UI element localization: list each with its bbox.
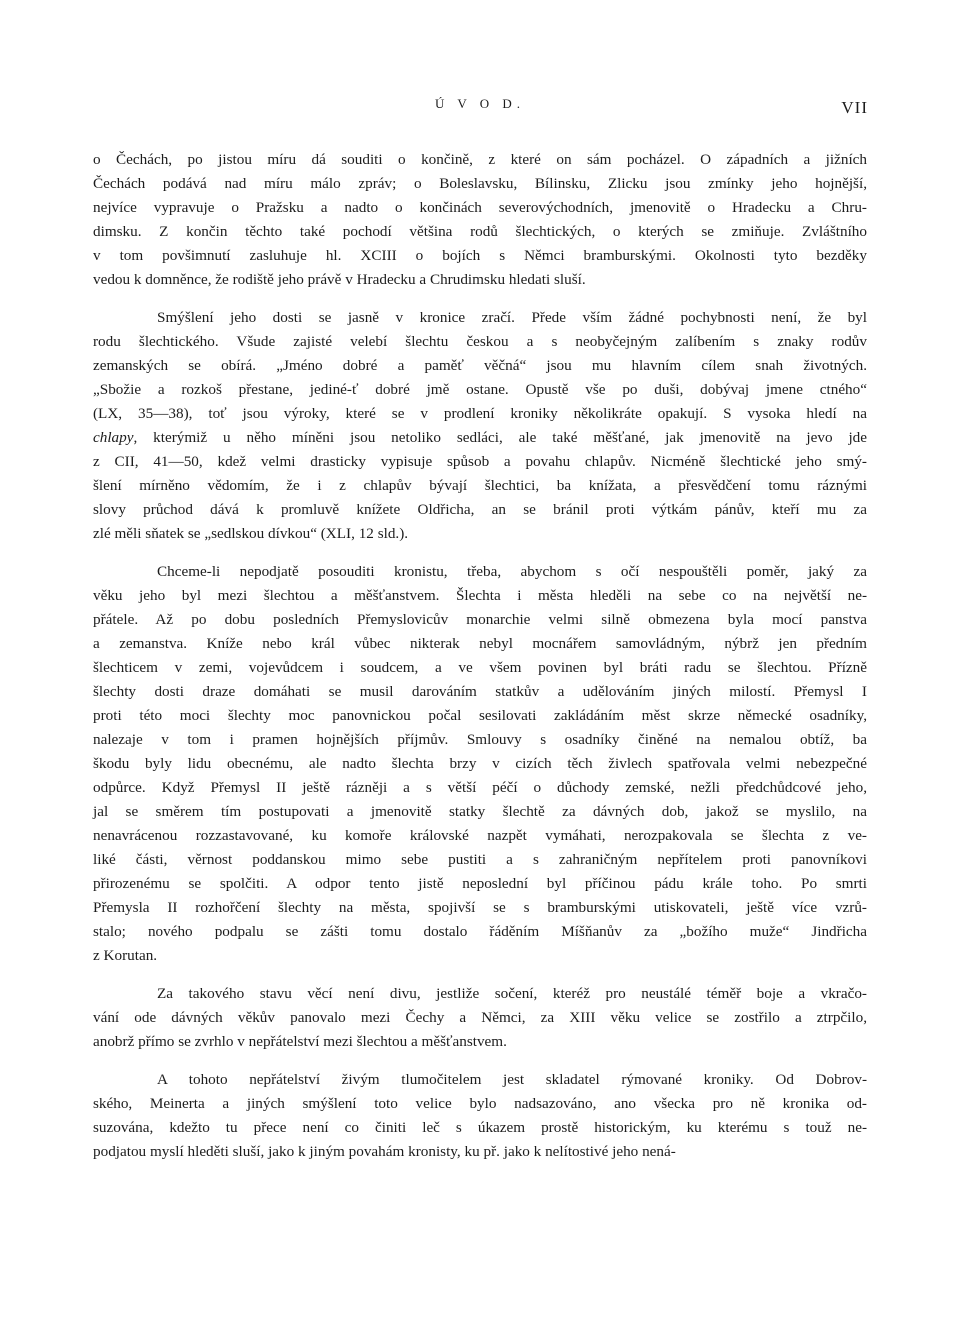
text-line: anobrž přímo se zvrhlo v nepřátelství mezi šlechtou a měšťanstvem. (93, 1033, 507, 1050)
paragraph-gap (93, 1054, 867, 1068)
paragraph (93, 148, 867, 292)
text-line: Chceme-li nepodjatě posouditi kronistu, třeba, abychom s očí nespouštěli poměr, jaký za (157, 563, 867, 580)
text-line: Čechách podává nad míru málo zpráv; o Boleslavsku, Bílinsku, Zlicku jsou zmínky jeho hojnější, (93, 175, 867, 192)
text-line: věku jeho byl mezi šlechtou a měšťanstvem. Šlechta i města hleděli na sebe co na největší ne- (93, 587, 867, 604)
text-line: (LX, 35—38), toť jsou výroky, které se v prodlení kroniky několikráte opakují. S vysoka hledí na (93, 405, 867, 422)
text-line: ského, Meinerta a jiných smýšlení toto velice bylo nadsazováno, ano všecka pro ně kronika od- (93, 1095, 867, 1112)
text-line: a zemanstva. Kníže nebo král vůbec nikterak nebyl mocnářem samovládným, nýbrž jen předním (93, 635, 867, 652)
text-line: zemanských se obírá. „Jméno dobré a paměť věčná“ jsou mu hlavním cílem snah životných. (93, 357, 867, 374)
text-line: rodu šlechtického. Všude zajisté velebí šlechtu českou a s neobyčejným zalíbením s znaky rodův (93, 333, 867, 350)
paragraph (93, 1068, 867, 1164)
paragraph (93, 306, 867, 546)
paragraph-gap (93, 546, 867, 560)
text-line: vedou k domněnce, že rodiště jeho právě v Hradecku a Chrudimsku hledati sluší. (93, 271, 586, 288)
text-line: dimsku. Z končin těchto také pochodí většina rodů šlechtických, o kterých se zmiňuje. Zvláštního (93, 223, 867, 240)
text-line: stalo; nového podpalu se zášti tomu dostalo řáděním Míšňanův za „božího muže“ Jindřicha (93, 923, 867, 940)
text-line: „Sbožie a rozkoš přestane, jediné-ť dobré jmě ostane. Opustě vše po duši, dobývaj jmene ctného“ (93, 381, 867, 398)
text-line: proti této moci šlechty moc panovnickou počal sesilovati zakládáním měst skrze německé osadníky, (93, 707, 867, 724)
text-line: o Čechách, po jistou míru dá souditi o končině, z které on sám pocházel. O západních a jižních (93, 151, 867, 168)
text-line: vání ode dávných věkův panovalo mezi Čechy a Němci, za XIII věku velice se zostřilo a ztrpčilo, (93, 1009, 867, 1026)
paragraph-gap (93, 968, 867, 982)
running-title: Ú V O D. (434, 96, 526, 111)
text-line: zlé měli sňatek se „sedlskou dívkou“ (XLI, 12 sld.). (93, 525, 409, 542)
text-line: nenavrácenou rozzastavované, ku komoře královské nazpět vymáhati, nerozpakovala se šlechta z ve- (93, 827, 867, 844)
text-line: jal se směrem tím postupovati a jmenovitě statky šlechtě za dávných dob, jakož se myslilo, na (93, 803, 867, 820)
paragraph (93, 560, 867, 968)
text-line: liké části, věrnost poddanskou mimo sebe pustiti a s zahraničným nepřítelem proti panovníkovi (93, 851, 867, 868)
text-line: suzována, kdežto tu přece není co činiti leč s úkazem prostě historickým, ku kterému s touž ne- (93, 1119, 867, 1136)
text-line: A tohoto nepřátelství živým tlumočitelem jest skladatel rýmované kroniky. Od Dobrov- (157, 1071, 867, 1088)
text-line: odpůrce. Když Přemysl II ještě rázněji a s větší péčí o důchody zemské, nežli předchůdcové jeho, (93, 779, 867, 796)
text-line: šlechty dosti draze domáhati se musil darováním statkův a udělováním jiných milostí. Přemysl I (93, 683, 867, 700)
page-number: VII (841, 98, 868, 117)
text-line: Přemysla II rozhořčení šlechty na města, spojivší se s bramburskými utiskovateli, ještě více vzrů- (93, 899, 867, 916)
paragraph (93, 982, 867, 1054)
text-line: podjatou myslí hleděti sluší, jako k jiným povahám kronisty, ku př. jako k nelítostivé jeho nená- (93, 1143, 676, 1160)
text-line: šlení mírněno vědomím, že i z chlapův bývají šlechtici, ba knížata, a přesvědčení tomu ráznými (93, 477, 867, 494)
paragraph-gap (93, 292, 867, 306)
text-line: z CII, 41—50, kdež velmi drasticky vypisuje spůsob a povahu chlapův. Nicméně šlechtické jeho smý- (93, 453, 867, 470)
text-line: slovy průchod dává k promluvě knížete Oldřicha, an se bránil proti výtkám pánův, kteří mu za (93, 501, 867, 518)
text-line: chlapy, kterýmiž u něho míněni jsou netoliko sedláci, ale také měšťané, jak jmenovitě na jevo jde (93, 429, 867, 446)
text-line: Za takového stavu věcí není divu, jestliže sočení, kteréž pro neustálé téměř boje a vkračo- (157, 985, 867, 1002)
text-line: nejvíce vypravuje o Pražsku a nadto o končinách severovýchodních, jmenovitě o Hradecku a Chru- (93, 199, 867, 216)
text-line: Smýšlení jeho dosti se jasně v kronice zračí. Přede vším žádné pochybnosti není, že byl (157, 309, 867, 326)
text-line: škodu byly lidu obecnému, ale nadto šlechta brzy v cizích těch živlech spatřovala velmi nebezpečné (93, 755, 867, 772)
emphasized-word: chlapy (93, 429, 134, 446)
text-line: z Korutan. (93, 947, 158, 964)
text-line: přirozenému se spolčiti. A odpor tento jistě neposlední byl příčinou pádu krále toho. Po smrti (93, 875, 867, 892)
text-line: přátele. Až po dobu posledních Přemyslovicův monarchie velmi silně obmezena byla mocí panstva (93, 611, 867, 628)
text-line: nalezaje v tom i pramen hojnějších příjmův. Smlouvy s osadníky činěné na nemalou obtíž, ba (93, 731, 867, 748)
text-line: v tom povšimnutí zasluhuje hl. XCIII o bojích s Němci bramburskými. Okolnosti tyto bezděky (93, 247, 867, 264)
body-text (93, 148, 867, 1164)
text-line: šlechticem v zemi, vojevůdcem i soudcem, a ve všem povinen byl bráti radu se šlechtou. Přízně (93, 659, 867, 676)
